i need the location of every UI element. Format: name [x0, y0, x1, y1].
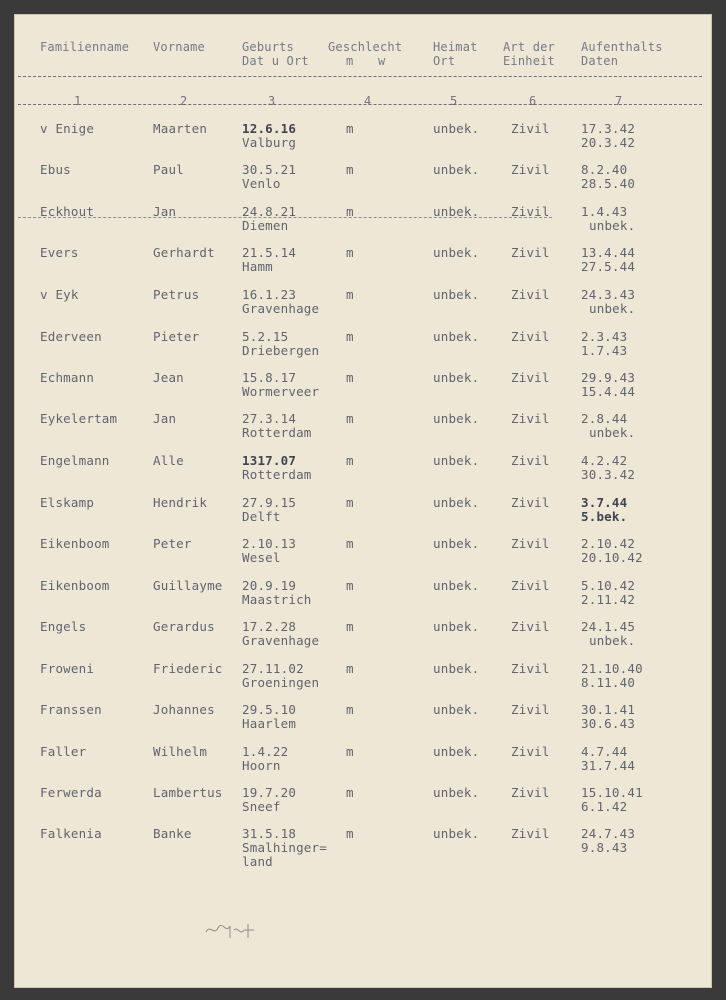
birth-place: Rotterdam: [242, 467, 312, 482]
birth-place: Diemen: [242, 218, 289, 233]
stay-to: unbek.: [589, 633, 636, 648]
table-row: [14, 786, 712, 826]
birth-date: 1317.07: [242, 453, 297, 468]
stay-from: 24.3.43: [581, 287, 636, 302]
birth-date: 24.8.21: [242, 204, 297, 219]
firstname: Paul: [153, 162, 184, 177]
column-number-3: 3: [268, 94, 276, 108]
stay-from: 21.10.40: [581, 661, 643, 676]
unit: Zivil: [511, 287, 550, 302]
birth-date: 2.10.13: [242, 536, 297, 551]
stay-from: 13.4.44: [581, 245, 636, 260]
birth-date: 20.9.19: [242, 578, 297, 593]
home: unbek.: [433, 411, 480, 426]
unit: Zivil: [511, 619, 550, 634]
stay-to: 30.3.42: [581, 467, 636, 482]
birth-place: Hoorn: [242, 758, 281, 773]
column-number-2: 2: [180, 94, 188, 108]
stay-to: 5.bek.: [581, 509, 628, 524]
stay-from: 1.4.43: [581, 204, 628, 219]
stay-to: 20.10.42: [581, 550, 643, 565]
surname: Ebus: [40, 162, 71, 177]
birth-place: Smalhinger=: [242, 840, 327, 855]
firstname: Gerhardt: [153, 245, 215, 260]
unit: Zivil: [511, 785, 550, 800]
stay-to: 30.6.43: [581, 716, 636, 731]
birth-date: 21.5.14: [242, 245, 297, 260]
birth-place: Rotterdam: [242, 425, 312, 440]
firstname: Pieter: [153, 329, 200, 344]
stay-to: 1.7.43: [581, 343, 628, 358]
birth-place: Wormerveer: [242, 384, 320, 399]
column-number-7: 7: [615, 94, 623, 108]
firstname: Petrus: [153, 287, 200, 302]
header-daten: Daten: [581, 54, 619, 68]
stay-from: 4.7.44: [581, 744, 628, 759]
birth-place: Wesel: [242, 550, 281, 565]
home: unbek.: [433, 287, 480, 302]
stay-from: 24.7.43: [581, 826, 636, 841]
birth-date: 27.9.15: [242, 495, 297, 510]
birth-date: 30.5.21: [242, 162, 297, 177]
home: unbek.: [433, 826, 480, 841]
birth-date: 15.8.17: [242, 370, 297, 385]
home: unbek.: [433, 661, 480, 676]
stay-from: 2.8.44: [581, 411, 628, 426]
birth-date: 5.2.15: [242, 329, 289, 344]
birth-place: Driebergen: [242, 343, 320, 358]
surname: Ferwerda: [40, 785, 102, 800]
stay-from: 30.1.41: [581, 702, 636, 717]
header-m: m: [346, 54, 354, 68]
home: unbek.: [433, 370, 480, 385]
birth-place: Hamm: [242, 259, 273, 274]
birth-place: Gravenhage: [242, 633, 320, 648]
column-number-5: 5: [450, 94, 458, 108]
unit: Zivil: [511, 661, 550, 676]
home: unbek.: [433, 162, 480, 177]
home: unbek.: [433, 204, 480, 219]
birth-place: Haarlem: [242, 716, 297, 731]
surname: Faller: [40, 744, 87, 759]
firstname: Friederic: [153, 661, 223, 676]
stay-to: unbek.: [589, 301, 636, 316]
unit: Zivil: [511, 162, 550, 177]
table-row: [14, 122, 712, 162]
table-row: [14, 205, 712, 245]
firstname: Jan: [153, 204, 177, 219]
firstname: Peter: [153, 536, 192, 551]
stay-to: 28.5.40: [581, 176, 636, 191]
birth-date: 27.3.14: [242, 411, 297, 426]
surname: v Enige: [40, 121, 95, 136]
firstname: Jan: [153, 411, 177, 426]
stay-from: 29.9.43: [581, 370, 636, 385]
birth-place: Venlo: [242, 176, 281, 191]
row-separator: [18, 217, 552, 218]
home: unbek.: [433, 495, 480, 510]
header-w: w: [378, 54, 386, 68]
unit: Zivil: [511, 495, 550, 510]
table-row: [14, 330, 712, 370]
firstname: Johannes: [153, 702, 215, 717]
header-art-der: Art der: [503, 40, 555, 54]
home: unbek.: [433, 785, 480, 800]
sex: m: [346, 162, 354, 177]
header-vorname: Vorname: [153, 40, 205, 54]
stay-from: 17.3.42: [581, 121, 636, 136]
stay-to: 20.3.42: [581, 135, 636, 150]
unit: Zivil: [511, 329, 550, 344]
birth-place: Groeningen: [242, 675, 320, 690]
table-row: [14, 496, 712, 536]
unit: Zivil: [511, 411, 550, 426]
header-rule-bottom: [18, 104, 702, 105]
surname: Ederveen: [40, 329, 102, 344]
sex: m: [346, 121, 354, 136]
header-heimat: Heimat: [433, 40, 478, 54]
unit: Zivil: [511, 702, 550, 717]
firstname: Maarten: [153, 121, 208, 136]
birth-date: 29.5.10: [242, 702, 297, 717]
sex: m: [346, 702, 354, 717]
sex: m: [346, 578, 354, 593]
surname: Eykelertam: [40, 411, 118, 426]
pencil-scribble-icon: [204, 916, 264, 944]
column-number-4: 4: [364, 94, 372, 108]
table-row: [14, 163, 712, 203]
header-aufenthalts: Aufenthalts: [581, 40, 663, 54]
birth-date: 27.11.02: [242, 661, 304, 676]
home: unbek.: [433, 744, 480, 759]
header-einheit: Einheit: [503, 54, 555, 68]
surname: v Eyk: [40, 287, 79, 302]
unit: Zivil: [511, 536, 550, 551]
column-number-6: 6: [529, 94, 537, 108]
unit: Zivil: [511, 453, 550, 468]
unit: Zivil: [511, 826, 550, 841]
surname: Engels: [40, 619, 87, 634]
sex: m: [346, 826, 354, 841]
unit: Zivil: [511, 744, 550, 759]
table-row: [14, 246, 712, 286]
home: unbek.: [433, 536, 480, 551]
birth-place: Delft: [242, 509, 281, 524]
sex: m: [346, 785, 354, 800]
unit: Zivil: [511, 121, 550, 136]
home: unbek.: [433, 702, 480, 717]
table-row: [14, 412, 712, 452]
stay-to: 6.1.42: [581, 799, 628, 814]
header-geschlecht: Geschlecht: [328, 40, 403, 54]
firstname: Wilhelm: [153, 744, 208, 759]
stay-to: 9.8.43: [581, 840, 628, 855]
surname: Franssen: [40, 702, 102, 717]
sex: m: [346, 329, 354, 344]
column-number-1: 1: [74, 94, 82, 108]
firstname: Banke: [153, 826, 192, 841]
stay-from: 8.2.40: [581, 162, 628, 177]
birth-date: 16.1.23: [242, 287, 297, 302]
surname: Falkenia: [40, 826, 102, 841]
surname: Engelmann: [40, 453, 110, 468]
firstname: Lambertus: [153, 785, 223, 800]
firstname: Alle: [153, 453, 184, 468]
sex: m: [346, 370, 354, 385]
sex: m: [346, 411, 354, 426]
firstname: Guillayme: [153, 578, 223, 593]
home: unbek.: [433, 619, 480, 634]
stay-from: 2.10.42: [581, 536, 636, 551]
stay-to: 8.11.40: [581, 675, 636, 690]
birth-date: 1.4.22: [242, 744, 289, 759]
stay-from: 24.1.45: [581, 619, 636, 634]
home: unbek.: [433, 329, 480, 344]
sex: m: [346, 661, 354, 676]
unit: Zivil: [511, 245, 550, 260]
table-row: [14, 454, 712, 494]
sex: m: [346, 495, 354, 510]
home: unbek.: [433, 121, 480, 136]
birth-date: 12.6.16: [242, 121, 297, 136]
stay-from: 15.10.41: [581, 785, 643, 800]
birth-date: 17.2.28: [242, 619, 297, 634]
table-row: [14, 537, 712, 577]
document-page: [14, 14, 712, 988]
birth-place: Maastrich: [242, 592, 312, 607]
birth-place: Sneef: [242, 799, 281, 814]
table-row: [14, 371, 712, 411]
sex: m: [346, 744, 354, 759]
birth-place: Gravenhage: [242, 301, 320, 316]
unit: Zivil: [511, 578, 550, 593]
sex: m: [346, 245, 354, 260]
table-row: [14, 703, 712, 743]
sex: m: [346, 453, 354, 468]
sex: m: [346, 204, 354, 219]
home: unbek.: [433, 245, 480, 260]
surname: Echmann: [40, 370, 95, 385]
surname: Evers: [40, 245, 79, 260]
table-row: [14, 620, 712, 660]
stay-from: 2.3.43: [581, 329, 628, 344]
sex: m: [346, 619, 354, 634]
surname: Eckhout: [40, 204, 95, 219]
surname: Elskamp: [40, 495, 95, 510]
table-row: [14, 745, 712, 785]
stay-to: 27.5.44: [581, 259, 636, 274]
sex: m: [346, 536, 354, 551]
surname: Eikenboom: [40, 578, 110, 593]
table-row: [14, 579, 712, 619]
header-geburts: Geburts: [242, 40, 294, 54]
header-dat-ort: Dat u Ort: [242, 54, 309, 68]
unit: Zivil: [511, 370, 550, 385]
stay-to: unbek.: [589, 425, 636, 440]
stay-to: 2.11.42: [581, 592, 636, 607]
sex: m: [346, 287, 354, 302]
home: unbek.: [433, 453, 480, 468]
stay-from: 4.2.42: [581, 453, 628, 468]
firstname: Jean: [153, 370, 184, 385]
header-rule-top: [18, 76, 702, 77]
firstname: Hendrik: [153, 495, 208, 510]
header-familienname: Familienname: [40, 40, 130, 54]
stay-from: 5.10.42: [581, 578, 636, 593]
table-row: [14, 827, 712, 883]
table-row: [14, 662, 712, 702]
birth-date: 31.5.18: [242, 826, 297, 841]
stay-from: 3.7.44: [581, 495, 628, 510]
header-ort: Ort: [433, 54, 456, 68]
stay-to: 31.7.44: [581, 758, 636, 773]
birth-place: Valburg: [242, 135, 297, 150]
birth-date: 19.7.20: [242, 785, 297, 800]
home: unbek.: [433, 578, 480, 593]
stay-to: 15.4.44: [581, 384, 636, 399]
surname: Froweni: [40, 661, 95, 676]
stay-to: unbek.: [589, 218, 636, 233]
firstname: Gerardus: [153, 619, 215, 634]
table-row: [14, 288, 712, 328]
birth-place-continued: land: [242, 854, 273, 869]
unit: Zivil: [511, 204, 550, 219]
surname: Eikenboom: [40, 536, 110, 551]
